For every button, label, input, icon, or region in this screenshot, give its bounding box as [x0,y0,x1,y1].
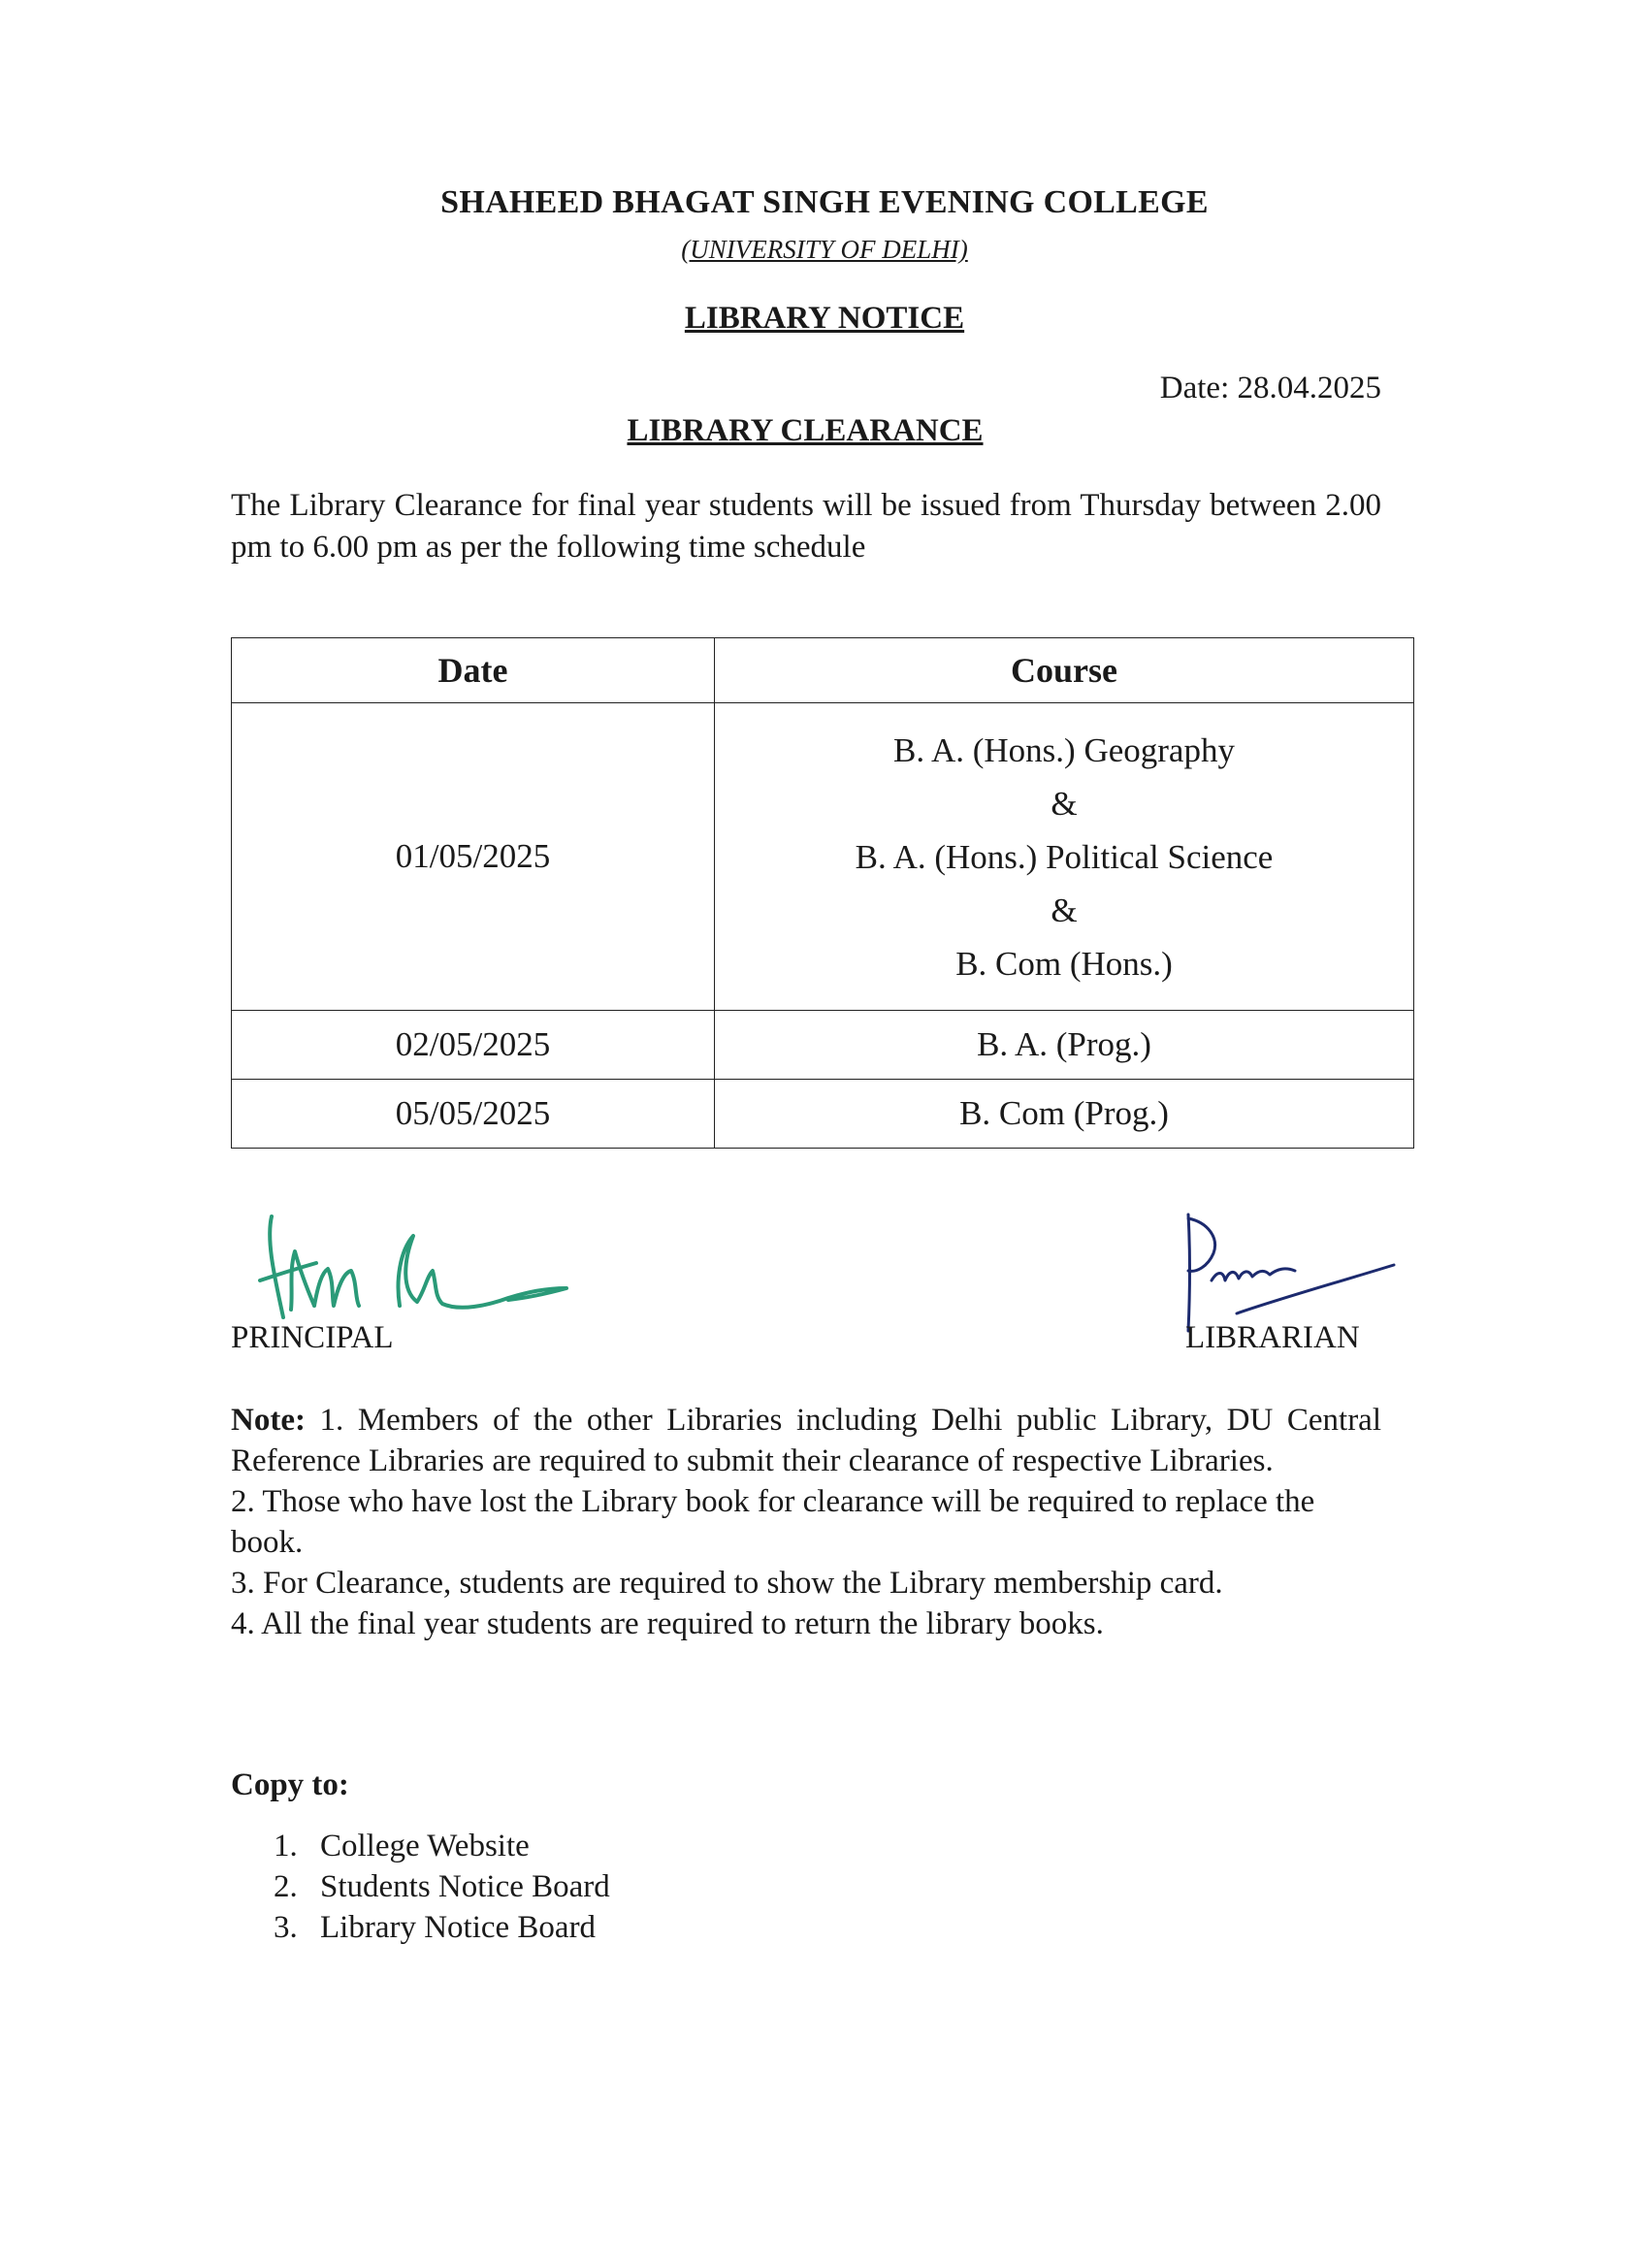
notice-subject: LIBRARY CLEARANCE [627,413,984,448]
note-item: 4. All the final year students are required to return the library books. [231,1606,1104,1641]
university-name: (UNIVERSITY OF DELHI) [681,235,968,264]
row-courses: B. A. (Prog.) [715,1011,1414,1080]
principal-signature [254,1213,584,1329]
list-number: 3. [274,1910,298,1945]
note-item: 2. Those who have lost the Library book for clearance will be required to replace the book. [231,1484,1315,1560]
notice-title: LIBRARY NOTICE [684,301,965,336]
course-line: B. A. (Hons.) Geography [893,730,1235,769]
table-row [232,1011,1414,1080]
row-courses: B. Com (Prog.) [715,1080,1414,1149]
course-line: B. Com (Hons.) [955,944,1173,983]
course-line: & [1051,891,1078,929]
list-number: 1. [274,1829,298,1863]
note-item [231,1400,1381,1481]
list-item [231,1866,610,1907]
list-text: Students Notice Board [320,1869,610,1904]
note-label: Note: [231,1403,306,1438]
college-name: SHAHEED BHAGAT SINGH EVENING COLLEGE [440,184,1209,220]
note-text: 1. Members of the other Libraries including Delhi public Library, DU Central Reference Libraries are required to submit their clearance of respective Libraries. [231,1403,1381,1478]
row-date: 01/05/2025 [232,703,715,1011]
schedule-header-row [232,638,1414,703]
copy-to-list [231,1826,610,1948]
list-text: College Website [320,1829,530,1863]
list-item [231,1907,610,1948]
list-item [231,1826,610,1866]
list-number: 2. [274,1869,298,1904]
row-courses [715,703,1414,1011]
table-row [232,703,1414,1011]
row-date: 05/05/2025 [232,1080,715,1149]
schedule-table [231,637,1414,1149]
course-line: B. A. (Hons.) Political Science [855,837,1274,876]
note-item: 3. For Clearance, students are required to show the Library membership card. [231,1566,1223,1601]
notice-date: Date: 28.04.2025 [1159,371,1381,405]
header-date: Date [232,638,715,703]
course-line: & [1051,784,1078,823]
list-text: Library Notice Board [320,1910,597,1945]
notes-section [231,1400,1381,1644]
copy-to-heading: Copy to: [231,1767,349,1802]
librarian-signature [1169,1211,1402,1337]
table-row [232,1080,1414,1149]
row-date: 02/05/2025 [232,1011,715,1080]
header-course: Course [715,638,1414,703]
intro-paragraph: The Library Clearance for final year students will be issued from Thursday between 2.00 pm to 6.00 pm as per the following time schedule [231,488,1381,565]
principal-label: PRINCIPAL [231,1320,394,1355]
librarian-label: LIBRARIAN [1185,1320,1360,1355]
